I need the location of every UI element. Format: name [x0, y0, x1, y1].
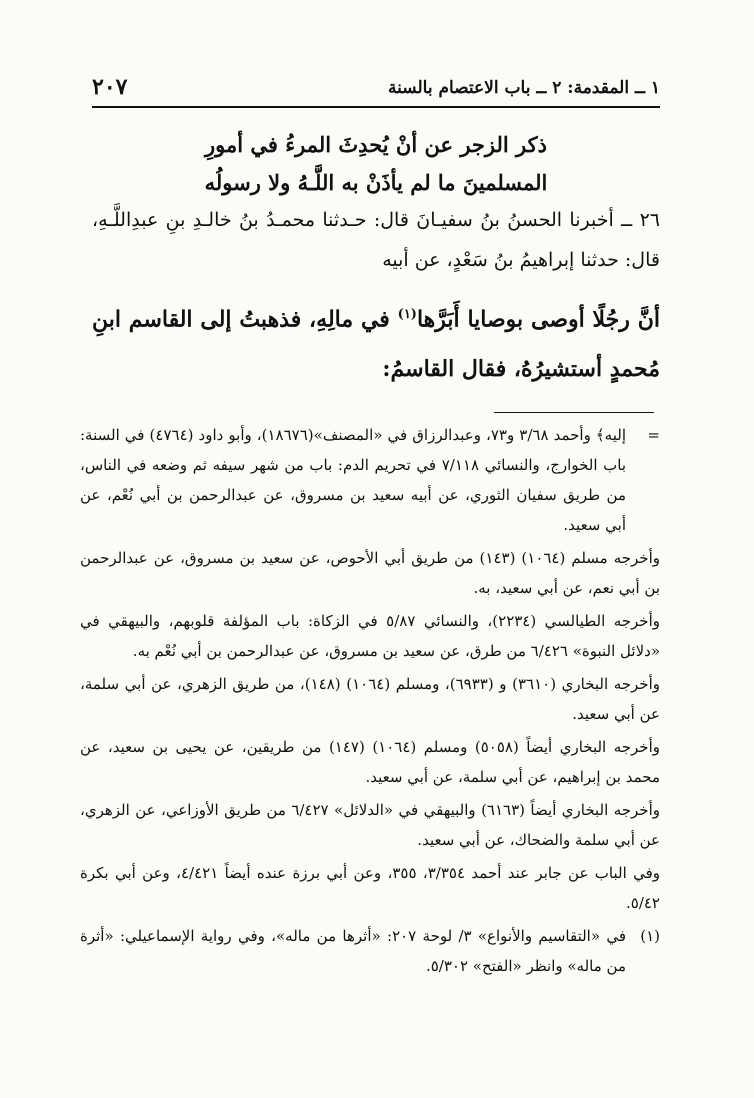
footnote-paragraph: [80, 420, 660, 540]
footnote-text: إليه﴾ وأحمد ٣/٦٨ و٧٣، وعبدالرزاق في «المصنف»(١٨٦٧٦)، وأبو داود (٤٧٦٤) في السنة: باب الخوارج، والنسائي ٧/١١٨ في تحريم الدم: باب من شهر سيفه ثم وضعه في الناس، من طريق سفيان الثوري، عن أبيه سعيد بن مسروق، عن عبدالرحمن بن أبي نُعْم، عن أبي سعيد.: [80, 426, 626, 534]
footnote-paragraph: وأخرجه البخاري أيضاً (٦١٦٣) والبيهقي في «الدلائل» ٦/٤٢٧ من طريق الأوزاعي، عن الزهري، عن أبي سلمة والضحاك، عن أبي سعيد.: [80, 801, 660, 849]
heading-line-2: المسلمينَ ما لم يأذَنْ به اللَّـهُ ولا رسولُه: [204, 170, 548, 195]
footnote-reference: (١): [397, 307, 417, 322]
continuation-mark: =: [647, 426, 660, 444]
footnote-paragraph: وأخرجه البخاري أيضاً (٥٠٥٨) ومسلم (١٠٦٤) (١٤٧) من طريقين، عن يحيى بن سعيد، عن محمد بن إبراهيم، عن أبي سلمة، عن أبي سعيد.: [80, 738, 660, 786]
narration-chain: ٢٦ ــ أخبرنا الحسنُ بنُ سفيـانَ قال: حـدثنا محمـدُ بنُ خالـدِ بنِ عبدِاللَّـهِ، قال: حدثنا إبراهيمُ بنُ سَعْدٍ، عن أبيه: [92, 209, 660, 271]
footnote-separator: [494, 412, 654, 413]
footnote-paragraph: وأخرجه البخاري (٣٦١٠) و (٦٩٣٣)، ومسلم (١٠٦٤) (١٤٨)، من طريق الزهري، عن أبي سلمة، عن أبي سعيد.: [80, 675, 660, 723]
footnote-paragraph: وأخرجه مسلم (١٠٦٤) (١٤٣) من طريق أبي الأحوص، عن سعيد بن مسروق، عن عبدالرحمن بن أبي نعم، عن أبي سعيد، به.: [80, 549, 660, 597]
page-number: ٢٠٧: [92, 74, 128, 100]
running-title: ١ ــ المقدمة: ٢ ــ باب الاعتصام بالسنة: [388, 78, 660, 98]
page-header: [92, 72, 660, 108]
narration-block: [92, 200, 660, 284]
footnote-text: في «التقاسيم والأنواع» ٣/ لوحة ٢٠٧: «أثرها من ماله»، وفي رواية الإسماعيلي: «أثرة من ماله» وانظر «الفتح» ٥/٣٠٢.: [80, 927, 626, 975]
hadith-part-1: أنَّ رجُلًا أوصى بوصايا أَبَرَّها: [416, 306, 660, 333]
hadith-text: [92, 290, 660, 394]
footnote-number: (١): [640, 927, 660, 945]
section-heading: [92, 126, 660, 202]
heading-line-1: ذكر الزجر عن أنْ يُحدِثَ المرءُ في أمورِ: [205, 132, 547, 157]
footnote-1: [80, 921, 660, 981]
hadith-part-2: في مالِهِ، فذهبتُ إلى القاسم ابنِ مُحمدٍ أستشيرُهُ، فقال القاسمُ:: [92, 306, 660, 383]
footnote-paragraph: وفي الباب عن جابر عند أحمد ٣/٣٥٤، ٣٥٥، وعن أبي برزة عنده أيضاً ٤/٤٢١، وعن أبي بكرة ٥/٤٢.: [80, 864, 661, 912]
footnote-paragraph: وأخرجه الطيالسي (٢٢٣٤)، والنسائي ٥/٨٧ في الزكاة: باب المؤلفة قلوبهم، والبيهقي في «دلائل النبوة» ٦/٤٢٦ من طرق، عن سعيد بن مسروق، عن عبدالرحمن بن أبي نُعْم به.: [80, 612, 660, 660]
footnotes: [80, 420, 660, 984]
